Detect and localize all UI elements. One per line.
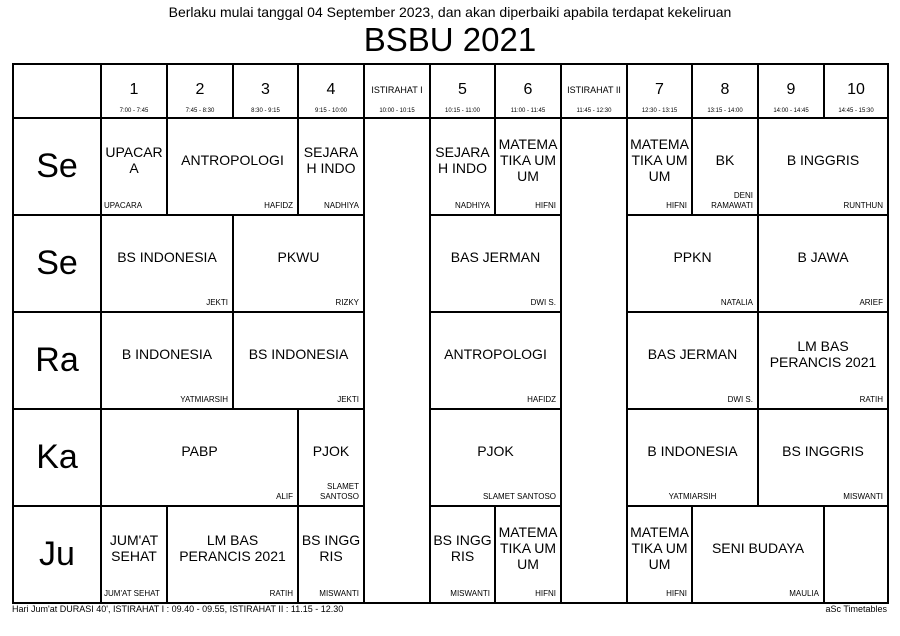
corner-cell <box>13 64 101 118</box>
day-row <box>13 118 888 215</box>
lesson-cell: MATEMATIKA UMUM HIFNI <box>627 118 692 215</box>
day-label: Se <box>13 118 101 215</box>
lesson-cell: ANTROPOLOGI HAFIDZ <box>167 118 298 215</box>
lesson-cell: B INDONESIA YATMIARSIH <box>101 312 233 409</box>
lesson-cell: BS INDONESIA JEKTI <box>233 312 364 409</box>
break-header: ISTIRAHAT I 10:00 - 10:15 <box>364 64 430 118</box>
lesson-cell: PJOK SLAMET SANTOSO <box>298 409 364 506</box>
lesson-cell: PJOK SLAMET SANTOSO <box>430 409 561 506</box>
day-label: Ka <box>13 409 101 506</box>
lesson-cell: BAS JERMAN DWI S. <box>430 215 561 312</box>
period-header: 8 13:15 - 14:00 <box>692 64 758 118</box>
footer-note: Hari Jum'at DURASI 40', ISTIRAHAT I : 09.40 - 09.55, ISTIRAHAT II : 11.15 - 12.30 <box>12 604 344 614</box>
lesson-cell: BS INGGRIS MISWANTI <box>298 506 364 603</box>
lesson-cell: MATEMATIKA UMUM HIFNI <box>495 118 561 215</box>
lesson-cell: LM BAS PERANCIS 2021 RATIH <box>167 506 298 603</box>
lesson-cell: PABP ALIF <box>101 409 298 506</box>
lesson-cell: B INDONESIA YATMIARSIH <box>627 409 758 506</box>
footer-credit: aSc Timetables <box>825 604 887 614</box>
period-header: 2 7:45 - 8:30 <box>167 64 233 118</box>
lesson-cell: SEJARAH INDO NADHIYA <box>298 118 364 215</box>
lesson-cell: B INGGRIS RUNTHUN <box>758 118 888 215</box>
period-header: 6 11:00 - 11:45 <box>495 64 561 118</box>
day-row <box>13 409 888 506</box>
empty-cell <box>824 506 888 603</box>
break-column <box>364 118 430 603</box>
lesson-cell: BAS JERMAN DWI S. <box>627 312 758 409</box>
period-header: 10 14:45 - 15:30 <box>824 64 888 118</box>
timetable <box>12 63 889 604</box>
period-header: 4 9:15 - 10:00 <box>298 64 364 118</box>
lesson-cell: PPKN NATALIA <box>627 215 758 312</box>
lesson-cell: SEJARAH INDO NADHIYA <box>430 118 495 215</box>
lesson-cell: UPACARA UPACARA <box>101 118 167 215</box>
lesson-cell: BS INGGRIS MISWANTI <box>758 409 888 506</box>
period-header: 5 10:15 - 11:00 <box>430 64 495 118</box>
lesson-cell: B JAWA ARIEF <box>758 215 888 312</box>
day-row <box>13 506 888 603</box>
schedule-notice: Berlaku mulai tanggal 04 September 2023, dan akan diperbaiki apabila terdapat kekeliruan <box>168 4 732 20</box>
lesson-cell: PKWU RIZKY <box>233 215 364 312</box>
lesson-cell: BK DENI RAMAWATI <box>692 118 758 215</box>
lesson-cell: BS INGGRIS MISWANTI <box>430 506 495 603</box>
lesson-cell: SENI BUDAYA MAULIA <box>692 506 824 603</box>
period-header: 7 12:30 - 13:15 <box>627 64 692 118</box>
day-row <box>13 312 888 409</box>
lesson-cell: JUM'AT SEHAT JUM'AT SEHAT <box>101 506 167 603</box>
class-title: BSBU 2021 <box>363 21 537 58</box>
day-label: Ju <box>13 506 101 603</box>
period-header: 1 7:00 - 7:45 <box>101 64 167 118</box>
break-column <box>561 118 627 603</box>
period-header: 3 8:30 - 9:15 <box>233 64 298 118</box>
break-header: ISTIRAHAT II 11:45 - 12:30 <box>561 64 627 118</box>
lesson-cell: BS INDONESIA JEKTI <box>101 215 233 312</box>
period-header: 9 14:00 - 14:45 <box>758 64 824 118</box>
lesson-cell: LM BAS PERANCIS 2021 RATIH <box>758 312 888 409</box>
day-label: Ra <box>13 312 101 409</box>
lesson-cell: ANTROPOLOGI HAFIDZ <box>430 312 561 409</box>
day-label: Se <box>13 215 101 312</box>
day-row <box>13 215 888 312</box>
lesson-cell: MATEMATIKA UMUM HIFNI <box>627 506 692 603</box>
lesson-cell: MATEMATIKA UMUM HIFNI <box>495 506 561 603</box>
period-header-row <box>13 64 888 118</box>
